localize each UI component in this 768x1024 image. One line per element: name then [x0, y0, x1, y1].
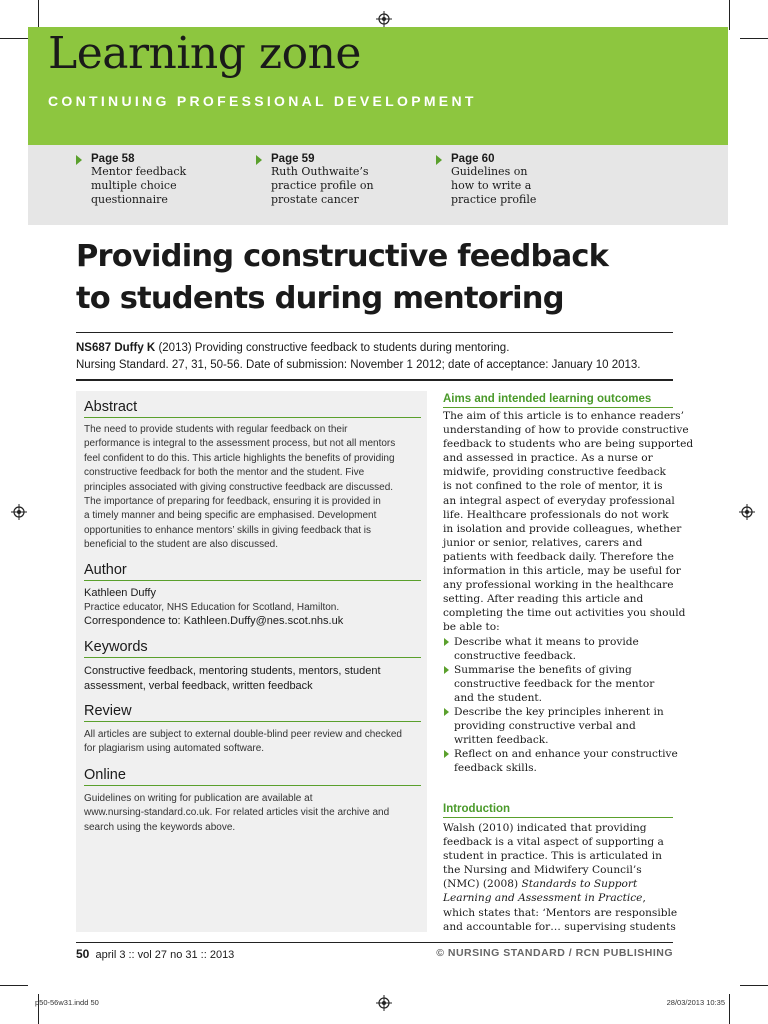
- outcome-bullet: Describe what it means to provide: [443, 635, 675, 649]
- divider: [76, 379, 673, 381]
- divider: [76, 332, 673, 333]
- crop-mark: [740, 985, 768, 986]
- online-heading: Online: [84, 767, 421, 786]
- article-headline: Providing constructive feedback to students during mentoring: [76, 239, 609, 316]
- bullet-arrow-icon: [444, 708, 449, 716]
- crop-mark: [740, 38, 768, 39]
- section-subtitle: CONTINUING PROFESSIONAL DEVELOPMENT: [48, 93, 477, 109]
- citation: NS687 Duffy K (2013) Providing constructive feedback to students during mentoring. Nursing Standard. 27, 31, 50-56. Date of submission: November 1 2012; date of acceptance: January 10 2013.: [76, 342, 641, 371]
- outcome-bullet: Describe the key principles inherent in: [443, 705, 675, 719]
- page-links-strip: [28, 145, 728, 225]
- footer-divider: [76, 942, 673, 943]
- aims-heading: Aims and intended learning outcomes: [443, 393, 673, 408]
- registration-mark-icon: [376, 11, 392, 27]
- footer-publisher: © NURSING STANDARD / RCN PUBLISHING: [436, 947, 673, 959]
- bullet-arrow-icon: [444, 638, 449, 646]
- crop-mark: [0, 985, 28, 986]
- page-link-description: Guidelines on how to write a practice profile: [451, 165, 537, 206]
- keywords-body: Constructive feedback, mentoring students, mentors, student assessment, verbal feedback, written feedback: [84, 665, 381, 692]
- registration-mark-icon: [376, 995, 392, 1011]
- abstract-heading: Abstract: [84, 399, 421, 418]
- online-body: Guidelines on writing for publication are available at www.nursing-standard.co.uk. For related articles visit the archive and search using the keywords above.: [84, 793, 390, 833]
- crop-mark: [729, 0, 730, 30]
- page-link-58[interactable]: [76, 153, 236, 207]
- page-link-description: Ruth Outhwaite’s practice profile on prostate cancer: [271, 165, 374, 206]
- citation-code: NS687 Duffy K: [76, 342, 156, 354]
- outcome-bullet: Summarise the benefits of giving: [443, 663, 675, 677]
- introduction-body: Walsh (2010) indicated that providing feedback is a vital aspect of supporting a student in practice. This is articulated in the Nursing and Midwifery Council’s (NMC) (2008) Standards to Support Learning and Assessment in Practice, which states that: ‘Mentors are responsible and accountable for… supervising students: [443, 822, 678, 933]
- page-number: 50: [76, 947, 90, 961]
- print-slug-timestamp: 28/03/2013 10:35: [666, 998, 725, 1007]
- bullet-arrow-icon: [444, 750, 449, 758]
- author-name: Kathleen Duffy: [84, 587, 156, 599]
- introduction-heading: Introduction: [443, 803, 673, 818]
- page-link-59[interactable]: [256, 153, 416, 207]
- aims-body: The aim of this article is to enhance readers’ understanding of how to provide constructive feedback to students who are being supported and assessed in practice. As a nurse or midwife, providing constructive feedback is not confined to the role of mentor, it is an integral aspect of everyday professional life. Healthcare professionals do not work in isolation and provide colleagues, whether junior or senior, relatives, carers and patients with feedback daily. Therefore the information in this article, may be useful for any professional working in the healthcare setting. After reading this article and completing the time out activities you should be able to: Describe what it means to provide constructive feedback. Summarise the benefits of giving constructive feedback for the mentor and the student. Describe the key principles inherent in providing constructive verbal and written feedback. Reflect on and enhance your constructive feedback skills.: [443, 410, 694, 775]
- print-slug-file: p50-56w31.indd 50: [35, 998, 99, 1007]
- page-link-label: Page 58: [76, 153, 236, 165]
- crop-mark: [0, 38, 28, 39]
- abstract-body: The need to provide students with regular feedback on their performance is integral to the assessment process, but not all mentors feel confident to do this. This article highlights the benefits of providing constructive feedback for both the mentor and the student. Five principles associated with giving constructive feedback are discussed. The importance of preparing for feedback, ensuring it is provided in a timely manner and being specific are emphasised. Development opportunities to enhance mentors’ skills in giving feedback that is beneficial to the student are also discussed.: [84, 424, 396, 551]
- outcome-bullet: Reflect on and enhance your constructive: [443, 747, 675, 761]
- keywords-heading: Keywords: [84, 639, 421, 658]
- registration-mark-icon: [739, 504, 755, 520]
- section-title: Learning zone: [48, 28, 361, 79]
- review-body: All articles are subject to external double-blind peer review and checked for plagiarism using automated software.: [84, 729, 402, 755]
- page-link-label: Page 60: [436, 153, 596, 165]
- author-heading: Author: [84, 562, 421, 581]
- crop-mark: [729, 994, 730, 1024]
- registration-mark-icon: [11, 504, 27, 520]
- footer-issue: 50 april 3 :: vol 27 no 31 :: 2013: [76, 947, 235, 961]
- page-link-60[interactable]: [436, 153, 596, 207]
- author-role: Practice educator, NHS Education for Scotland, Hamilton.: [84, 602, 340, 613]
- crop-mark: [38, 0, 39, 30]
- page-link-description: Mentor feedback multiple choice questionnaire: [91, 165, 187, 206]
- review-heading: Review: [84, 703, 421, 722]
- author-contact[interactable]: Correspondence to: Kathleen.Duffy@nes.scot.nhs.uk: [84, 615, 344, 627]
- page-link-label: Page 59: [256, 153, 416, 165]
- bullet-arrow-icon: [444, 666, 449, 674]
